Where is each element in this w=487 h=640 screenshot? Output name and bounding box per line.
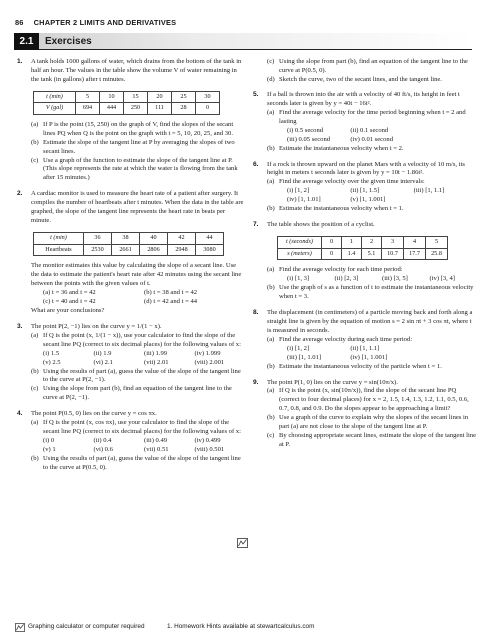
option: (ii) [2, 3]: [334, 275, 359, 282]
part-text: If Q is the point (x, cos πx), use your calculator to find the slope of the secant line PQ (correct to six decimal places) for the following values of x:: [43, 419, 241, 436]
part-text: If Q is the point (x, sin(10π/x)), find the slope of the secant line PQ (correct to four decimal places) for x = 2, 1.5, 1.4, 1.3, 1.2, 1.1, 0.5, 0.6, 0.7, 0.8, and 0.9. Do the slopes appear to be approaching a limit?: [279, 387, 469, 413]
value-row: [31, 359, 245, 368]
value: (v) 2.5: [43, 358, 61, 366]
part-text: Using the results of part (a), guess the value of the slope of the tangent line to the curve at P(0.5, 0).: [43, 455, 241, 472]
left-column: [17, 58, 245, 480]
part-b: [267, 145, 477, 154]
part-text: Estimate the instantaneous velocity when t = 2.: [279, 144, 404, 152]
exercise-number: 2.: [17, 190, 23, 198]
exercise-5: [253, 91, 477, 154]
exercise-number: 3.: [17, 322, 23, 330]
exercise-text: The point P(1, 0) lies on the curve y = sin(10π/x).: [267, 378, 398, 386]
table-cell: 3: [382, 237, 404, 248]
table-cell: 20: [148, 91, 172, 102]
footer-hints-note: 1. Homework Hints available at stewartcalculus.com: [167, 623, 315, 630]
part-text: Use a graph of the function to estimate the slope of the tangent line at P. (This slope represents the rate at which the water is flowing from the tank after 15 minutes.): [43, 156, 238, 182]
part-text: If P is the point (15, 250) on the graph of V, find the slopes of the secant lines PQ when Q is the point on the graph with t = 5, 10, 20, 25, and 30.: [43, 120, 234, 137]
table-cell: t (min): [34, 91, 76, 102]
table-cell: 694: [76, 103, 100, 114]
part-a: [267, 109, 477, 127]
option-row: [267, 345, 477, 354]
exercise-text: The point P(0.5, 0) lies on the curve y = cos πx.: [31, 410, 157, 418]
exercise-number: 6.: [253, 160, 259, 168]
footer-calculator-note: Graphing calculator or computer required: [28, 623, 145, 630]
table-cell: 25: [172, 91, 196, 102]
part-b: [31, 139, 245, 157]
value: (ii) 1.9: [93, 349, 112, 357]
exercise-number: 8.: [253, 308, 259, 316]
value: (iv) 0.499: [194, 437, 221, 445]
table-cell: 28: [172, 103, 196, 114]
table-cell: 2: [362, 237, 382, 248]
exercise-3: [17, 323, 245, 404]
part-label: (a): [267, 335, 275, 343]
exercise-7: [253, 221, 477, 302]
table-cell: 10: [100, 91, 124, 102]
chapter-title: CHAPTER 2 LIMITS AND DERIVATIVES: [33, 18, 177, 27]
option: (iii) [3, 5]: [382, 275, 408, 282]
value: (viii) 2.001: [194, 358, 225, 366]
exercise-text: A cardiac monitor is used to measure the heart rate of a patient after surgery. It compiles the number of heartbeats after t minutes. When the data in the table are graphed, the slope of the tangent line represents the heart rate in beats per minute.: [31, 190, 244, 225]
part-b: [31, 368, 245, 386]
part-c: [267, 58, 477, 76]
option: (iv) [1, 1.01]: [287, 196, 321, 204]
part-text: Use a graph of the curve to explain why the slopes of the secant lines in part (a) are not close to the slope of the tangent line at P.: [279, 414, 469, 431]
table-cell: 44: [196, 233, 224, 244]
option-row: [31, 289, 245, 298]
table-cell: 1.4: [342, 248, 362, 259]
table-cell: 25.8: [426, 248, 448, 259]
table-cell: 0: [196, 103, 220, 114]
exercise-text: A tank holds 1000 gallons of water, which drains from the bottom of the tank in half an hour. The values in the table show the volume V of water remaining in the tank (in gallons) after t minutes.: [31, 58, 242, 83]
part-d: [267, 76, 477, 85]
part-text: Estimate the instantaneous velocity when t = 1.: [279, 205, 404, 213]
part-label: (a): [31, 331, 39, 339]
part-label: (a): [267, 387, 275, 395]
table-cell: 444: [100, 103, 124, 114]
table-cell: s (meters): [278, 248, 322, 259]
exercise-6: [253, 161, 477, 215]
value: (viii) 0.501: [194, 446, 225, 454]
part-a: [267, 266, 477, 275]
option: (i) 0.5 second: [287, 126, 324, 134]
part-text: Find the average velocity over the given time intervals:: [279, 178, 425, 186]
part-text: Sketch the curve, two of the secant lines, and the tangent line.: [279, 75, 442, 83]
part-text: If Q is the point (x, 1/(1 − x)), use your calculator to find the slope of the secant line PQ (correct to six decimal places) for the following values of x:: [43, 331, 241, 348]
part-b: [267, 205, 477, 214]
part-text: Find the average velocity during each time period:: [279, 335, 413, 343]
part-text: Find the average velocity for each time period:: [279, 266, 403, 274]
value: (vi) 2.1: [93, 358, 113, 366]
part-a: [267, 178, 477, 187]
part-label: (d): [267, 75, 275, 83]
option: (b) t = 38 and t = 42: [144, 288, 198, 296]
option: (iv) 0.01 second: [350, 135, 393, 143]
part-label: (c): [31, 156, 39, 164]
running-header: [15, 18, 176, 28]
option: (a) t = 36 and t = 42: [43, 288, 96, 296]
exercise-text: The point P(2, −1) lies on the curve y = 1/(1 − x).: [31, 322, 162, 330]
value: (iii) 1.99: [144, 349, 168, 357]
option-row: [267, 196, 477, 205]
part-c: [31, 385, 245, 403]
table-cell: 0: [322, 237, 342, 248]
table-cell: 5: [426, 237, 448, 248]
option: (i) [1, 3]: [287, 275, 310, 282]
table-cell: 4: [404, 237, 426, 248]
part-label: (a): [267, 266, 275, 274]
table-cell: 3080: [196, 244, 224, 255]
part-label: (b): [267, 362, 275, 370]
part-label: (a): [31, 419, 39, 427]
option: (iv) [1, 1.001]: [350, 353, 388, 361]
option-row: [267, 187, 477, 196]
exercise-8: [253, 309, 477, 372]
part-label: (b): [267, 144, 275, 152]
exercise-number: 5.: [253, 90, 259, 98]
exercise-text: The displacement (in centimeters) of a particle moving back and forth along a straight line is given by the equation of motion s = 2 sin πt + 3 cos πt, where t is measured in seconds.: [267, 308, 473, 334]
data-table: [277, 236, 448, 260]
value: (i) 0: [43, 437, 55, 445]
part-label: (b): [31, 367, 39, 375]
value: (vii) 0.51: [144, 446, 169, 454]
table-cell: 36: [84, 233, 112, 244]
option: (c) t = 40 and t = 42: [43, 297, 96, 305]
option: (ii) 0.1 second: [350, 126, 389, 134]
table-cell: 30: [196, 91, 220, 102]
part-label: (b): [31, 138, 39, 146]
value: (vii) 2.01: [144, 358, 169, 366]
exercise-text: If a ball is thrown into the air with a velocity of 40 ft/s, its height in feet t seconds later is given by y = 40t − 16t².: [267, 90, 460, 107]
graphing-calculator-icon: [237, 538, 248, 548]
option: (ii) [1, 1.5]: [350, 187, 380, 195]
option-row: [267, 127, 477, 136]
table-cell: 1: [342, 237, 362, 248]
option: (iii) [1, 1.01]: [287, 353, 322, 361]
part-label: (b): [31, 455, 39, 463]
option: (iv) [3, 4]: [429, 275, 455, 282]
value: (ii) 0.4: [93, 437, 112, 445]
exercise-text-continued: The monitor estimates this value by calculating the slope of a secant line. Use the data to estimate the patient's heart rate after 42 minutes using the secant line between the points with the given values of t.: [31, 262, 242, 287]
data-table: [33, 91, 220, 115]
exercise-number: 9.: [253, 378, 259, 386]
table-cell: 0: [322, 248, 342, 259]
page-number: 86: [15, 18, 24, 27]
part-a: [31, 419, 245, 437]
part-label: (b): [267, 205, 275, 213]
table-cell: t (min): [34, 233, 84, 244]
table-cell: 2661: [112, 244, 140, 255]
table-cell: 2806: [140, 244, 168, 255]
section-title: Exercises: [45, 36, 92, 47]
part-text: Using the slope from part (b), find an equation of the tangent line to the curve at P(0.5, 0).: [279, 58, 468, 74]
exercise-2: [17, 190, 245, 315]
part-b: [267, 363, 477, 372]
option: (v) [1, 1.001]: [350, 196, 386, 204]
part-text: Using the results of part (a), guess the value of the slope of the tangent line to the curve at P(2, −1).: [43, 367, 241, 384]
part-a: [31, 121, 245, 139]
option: (i) [1, 2]: [287, 344, 310, 352]
value-row: [31, 446, 245, 455]
option-row: [267, 354, 477, 363]
option-row: [267, 136, 477, 145]
exercise-text: If a rock is thrown upward on the planet Mars with a velocity of 10 m/s, its height in meters t seconds later is given by y = 10t − 1.86t².: [267, 160, 465, 177]
value: (vi) 0.6: [93, 446, 113, 454]
part-a: [31, 332, 245, 350]
table-cell: 2530: [84, 244, 112, 255]
part-b: [31, 455, 245, 473]
part-label: (b): [267, 414, 275, 422]
value-row: [31, 350, 245, 359]
part-label: (b): [267, 283, 275, 291]
table-cell: t (seconds): [278, 237, 322, 248]
part-label: (a): [267, 178, 275, 186]
graphing-calculator-icon: [15, 623, 25, 632]
part-label: (c): [267, 432, 275, 440]
exercise-1: [17, 58, 245, 183]
option-row: [267, 275, 477, 284]
table-cell: Heartbeats: [34, 244, 84, 255]
table-cell: 2948: [168, 244, 196, 255]
section-number: 2.1: [14, 33, 39, 50]
part-text: Find the average velocity for the time period beginning when t = 2 and lasting: [279, 108, 466, 125]
table-cell: 42: [168, 233, 196, 244]
exercise-number: 7.: [253, 221, 259, 229]
part-text: Estimate the instantaneous velocity of the particle when t = 1.: [279, 362, 442, 370]
value: (i) 1.5: [43, 349, 60, 357]
table-cell: 10.7: [382, 248, 404, 259]
part-c: [267, 432, 477, 450]
part-label: (c): [267, 58, 275, 65]
option: (iii) 0.05 second: [287, 135, 331, 143]
option: (i) [1, 2]: [287, 187, 310, 195]
part-label: (c): [31, 385, 39, 393]
exercise-number: 4.: [17, 410, 23, 418]
table-cell: 17.7: [404, 248, 426, 259]
value-row: [31, 437, 245, 446]
option: (iii) [1, 1.1]: [413, 187, 445, 195]
part-text: Using the slope from part (b), find an equation of the tangent line to the curve at P(2, −1).: [43, 385, 232, 402]
value: (v) 1: [43, 446, 56, 454]
exercise-4: [17, 410, 245, 473]
value: (iii) 0.49: [144, 437, 168, 445]
table-cell: 38: [112, 233, 140, 244]
right-column: [253, 58, 477, 457]
question: What are your conclusions?: [31, 306, 105, 314]
table-cell: 15: [124, 91, 148, 102]
part-text: Use the graph of s as a function of t to estimate the instantaneous velocity when t = 3.: [279, 283, 474, 300]
exercise-text: The table shows the position of a cyclist.: [267, 221, 375, 229]
section-header: [14, 33, 472, 50]
part-a: [267, 387, 477, 414]
part-label: (a): [267, 108, 275, 116]
part-c: [31, 157, 245, 184]
part-text: By choosing appropriate secant lines, estimate the slope of the tangent line at P.: [279, 432, 477, 449]
part-b: [267, 284, 477, 302]
value: (iv) 1.999: [194, 349, 221, 357]
data-table: [33, 232, 224, 256]
table-cell: V (gal): [34, 103, 76, 114]
table-cell: 250: [124, 103, 148, 114]
table-cell: 5: [76, 91, 100, 102]
exercise-number: 1.: [17, 58, 23, 65]
part-label: (a): [31, 120, 39, 128]
part-a: [267, 336, 477, 345]
table-cell: 40: [140, 233, 168, 244]
part-b: [267, 414, 477, 432]
option: (d) t = 42 and t = 44: [144, 297, 198, 305]
option: (ii) [1, 1.1]: [350, 344, 380, 352]
table-cell: 111: [148, 103, 172, 114]
table-cell: 5.1: [362, 248, 382, 259]
part-text: Estimate the slope of the tangent line at P by averaging the slopes of two secant lines.: [43, 138, 235, 155]
option-row: [31, 298, 245, 307]
exercise-9: [253, 379, 477, 451]
exercise-4-continued: [253, 58, 477, 85]
